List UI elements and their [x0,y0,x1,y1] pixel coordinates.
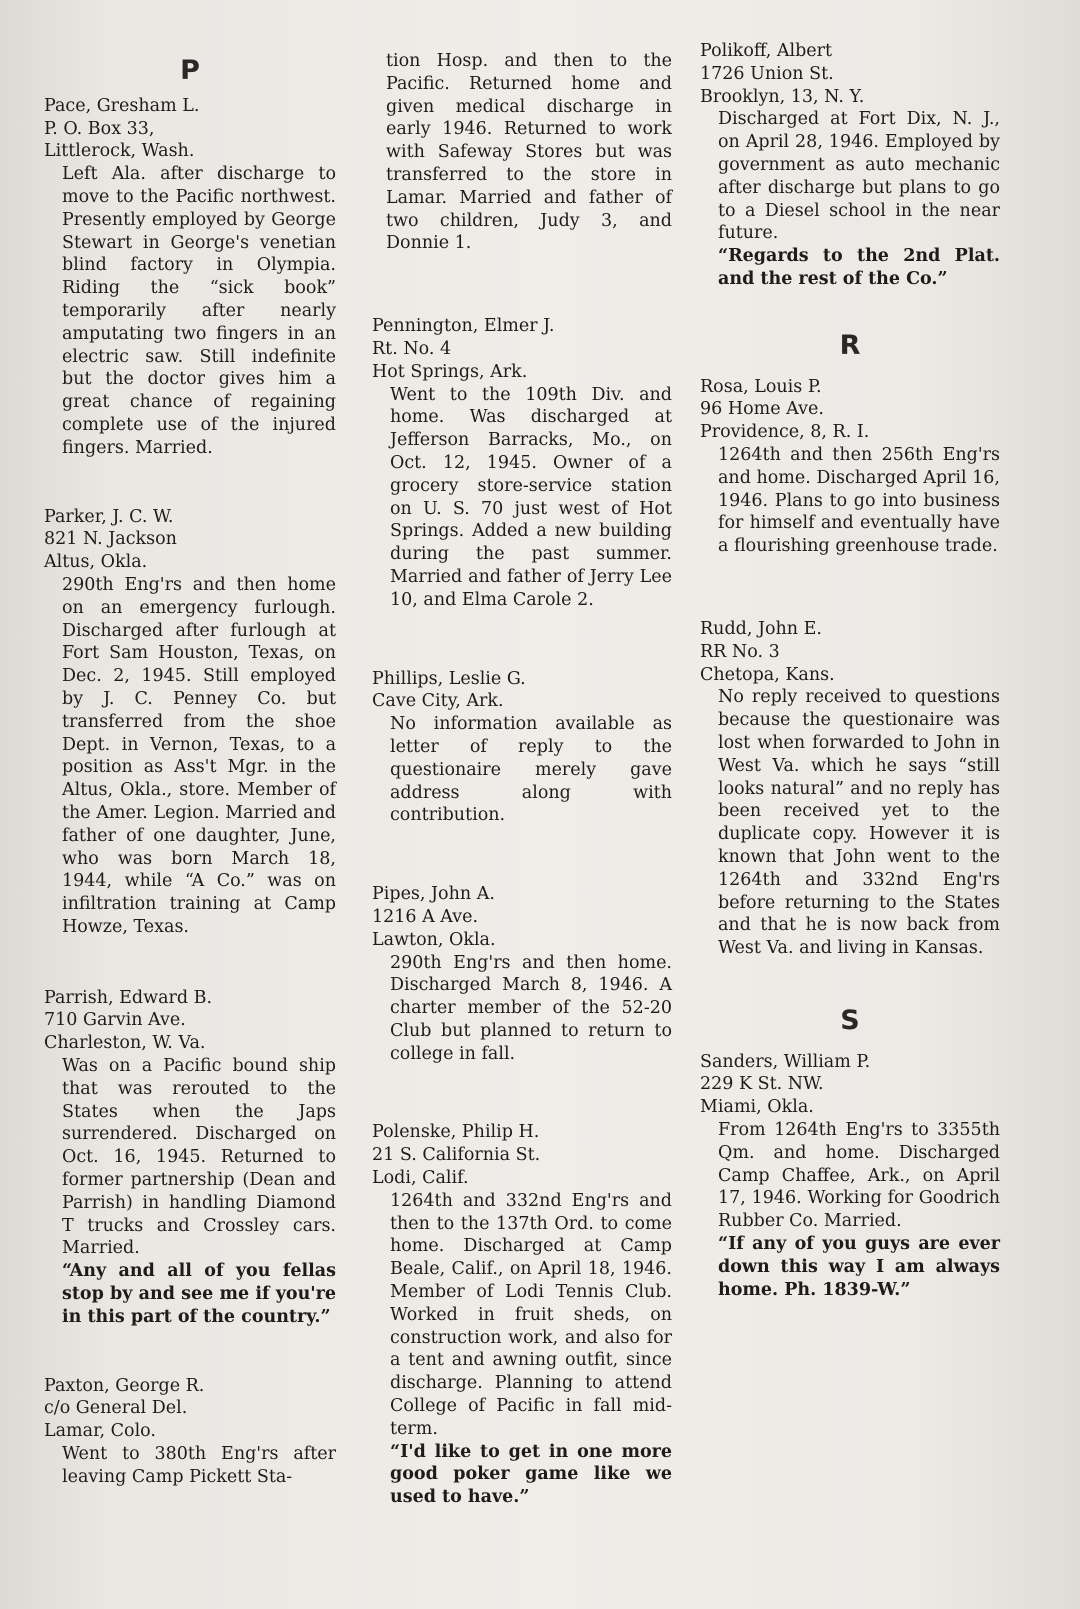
address-line: Lodi, Calif. [372,1168,469,1189]
address-line: Lamar, Colo. [44,1421,156,1442]
address-line: 21 S. California St. [372,1145,541,1166]
roster-entry-parrish [44,987,336,1329]
address-line: Miami, Okla. [700,1097,814,1118]
address-line: Charleston, W. Va. [44,1033,206,1054]
roster-entry-polenske [372,1121,672,1509]
section-letter-r: R [839,329,861,361]
entry-quote: “I'd like to get in one more good poker game like we used to have.” [390,1441,672,1508]
roster-entry-rudd [700,618,1000,960]
address-line: 96 Home Ave. [700,399,824,420]
address-line: RR No. 3 [700,641,780,662]
roster-entry-polikoff [700,40,1000,291]
member-name: Rudd, John E. [700,618,822,639]
member-name: Pipes, John A. [372,884,495,905]
address-line: Cave City, Ark. [372,691,504,712]
address-line: 710 Garvin Ave. [44,1010,186,1031]
middle-column [372,50,672,1509]
address-line: 821 N. Jackson [44,529,177,550]
entry-text: Discharged at Fort Dix, N. J., on April 28, 1946. Employed by government as auto mechanic after discharge but plans to go to a Diesel school in the near future. [718,109,1000,244]
roster-entry-pipes [372,883,672,1065]
entry-text: No reply received to questions because the questionaire was lost when forwarded to John in West Va. which he says “still looks natural” and no reply has been received yet to the duplicate copy. However it is known that John went to the 1264th and 332nd Eng'rs before returning to the States and that he is now back from West Va. and living in Kansas. [718,687,1000,959]
roster-entry-rosa [700,376,1000,558]
entry-text: 1264th and then 256th Eng'rs and home. Discharged April 16, 1946. Plans to go into business for himself and eventually have a flourishing greenhouse trade. [718,444,1000,557]
address-line: 1216 A Ave. [372,906,479,927]
section-letter-p: P [180,55,200,86]
member-name: Polikoff, Albert [700,41,833,61]
left-column [44,55,336,1489]
entry-text: No information available as letter of reply to the questionaire merely gave address along with contribution. [390,714,672,826]
continued-entry-text: tion Hosp. and then to the Pacific. Returned home and given medical discharge in early 1946. Returned to work with Safeway Stores but was transferred to the store in Lamar. Married and father of two children, Judy 3, and Donnie 1. [386,51,672,254]
address-line: 1726 Union St. [700,63,834,84]
entry-text: Went to 380th Eng'rs after leaving Camp Pickett Sta- [62,1444,336,1487]
roster-entry-parker [44,506,336,939]
member-name: Parker, J. C. W. [44,506,174,527]
member-name: Rosa, Louis P. [700,376,822,397]
address-line: Altus, Okla. [44,552,148,573]
address-line: Brooklyn, 13, N. Y. [700,86,865,107]
address-line: Rt. No. 4 [372,338,452,359]
member-name: Sanders, William P. [700,1051,871,1072]
entry-quote: “Regards to the 2nd Plat. and the rest of the Co.” [718,246,1000,289]
address-line: Lawton, Okla. [372,929,496,950]
entry-text: From 1264th Eng'rs to 3355th Qm. and home. Discharged Camp Chaffee, Ark., on April 17, 1946. Working for Goodrich Rubber Co. Married. [718,1120,1000,1232]
member-name: Phillips, Leslie G. [372,668,526,689]
entry-quote: “If any of you guys are ever down this way I am always home. Ph. 1839-W.” [718,1234,1000,1300]
address-line: c/o General Del. [44,1398,188,1419]
entry-text: 290th Eng'rs and then home. Discharged March 8, 1946. A charter member of the 52-20 Club but planned to return to college in fall. [390,952,672,1064]
roster-entry-phillips [372,668,672,828]
address-line: Chetopa, Kans. [700,664,835,685]
entry-quote: “Any and all of you fellas stop by and see me if you're in this part of the country.” [62,1261,336,1327]
section-letter-s: S [840,1004,860,1036]
roster-entry-paxton [44,1375,336,1489]
member-name: Pace, Gresham L. [44,95,200,116]
member-name: Polenske, Philip H. [372,1122,540,1143]
roster-entry-pace [44,95,336,460]
roster-entry-pennington [372,315,672,611]
roster-entry-sanders [700,1051,1000,1302]
entry-text: 290th Eng'rs and then home on an emergency furlough. Discharged after furlough at Fort Sam Houston, Texas, on Dec. 2, 1945. Still employed by J. C. Penney Co. but transferred from the shoe Dept. in Vernon, Texas, to a position as Ass't Mgr. in the Altus, Okla., store. Member of the Amer. Legion. Married and father of one daughter, June, who was born March 18, 1944, while “A Co.” was on infiltration training at Camp Howze, Texas. [62,574,336,937]
member-name: Paxton, George R. [44,1375,205,1396]
member-name: Parrish, Edward B. [44,987,213,1008]
address-line: Littlerock, Wash. [44,141,195,162]
address-line: P. O. Box 33, [44,118,155,139]
entry-text: Went to the 109th Div. and home. Was discharged at Jefferson Barracks, Mo., on Oct. 12, 1945. Owner of a grocery store-service station on U. S. 70 just west of Hot Springs. Added a new building during the past summer. Married and father of Jerry Lee 10, and Elma Carole 2. [390,384,672,610]
entry-text: Was on a Pacific bound ship that was rerouted to the States when the Japs surrendered. Discharged on Oct. 16, 1945. Returned to former partnership (Dean and Parrish) in handling Diamond T trucks and Crossley cars. Married. [62,1056,336,1259]
entry-text: 1264th and 332nd Eng'rs and then to the 137th Ord. to come home. Discharged at Camp Beale, Calif., on April 18, 1946. Member of Lodi Tennis Club. Worked in fruit sheds, on construction work, and also for a tent and awning outfit, since discharge. Planning to attend College of Pacific in fall mid-term. [390,1190,672,1439]
address-line: Hot Springs, Ark. [372,361,528,382]
right-column [700,40,1000,1301]
address-line: 229 K St. NW. [700,1074,824,1095]
entry-text: Left Ala. after discharge to move to the Pacific northwest. Presently employed by George Stewart in George's venetian blind factory in Olympia. Riding the “sick book” temporarily after nearly amputating two fingers in an electric saw. Still indefinite but the doctor gives him a great chance of regaining complete use of the injured fingers. Married. [62,164,336,458]
address-line: Providence, 8, R. I. [700,422,870,443]
member-name: Pennington, Elmer J. [372,316,555,337]
